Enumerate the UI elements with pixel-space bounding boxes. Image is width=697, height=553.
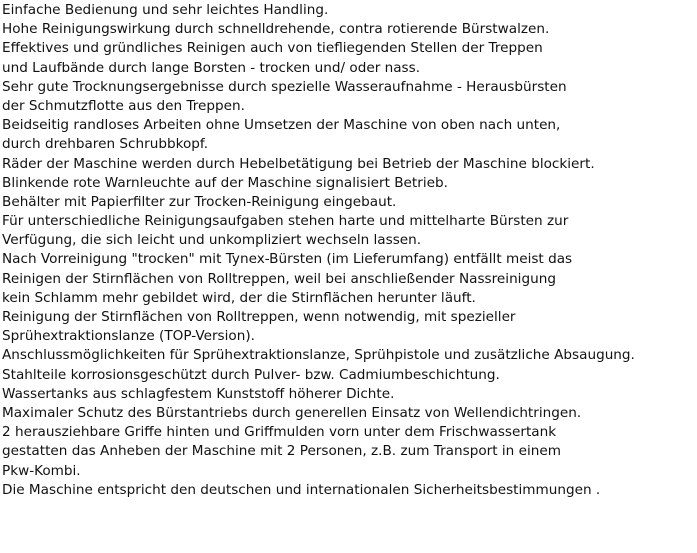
text-line-19: Anschlussmöglichkeiten für Sprühextraktionslanze, Sprühpistole und zusätzliche Absaugung. (2, 347, 635, 364)
text-line-13: Verfügung, die sich leicht und unkompliziert wechseln lassen. (2, 232, 422, 249)
text-line-10: Blinkende rote Warnleuchte auf der Maschine signalisiert Betrieb. (2, 174, 448, 191)
text-line-15: Reinigen der Stirnflächen von Rolltreppen, weil bei anschließender Nassreinigung (2, 270, 556, 287)
text-line-23: 2 herausziehbare Griffe hinten und Griffmulden vorn unter dem Frischwassertank (2, 424, 557, 441)
text-line-2: Hohe Reinigungswirkung durch schnelldrehende, contra rotierende Bürstwalzen. (2, 21, 550, 38)
text-line-4: und Laufbände durch lange Borsten - trocken und/ oder nass. (2, 59, 421, 76)
text-line-25: Pkw-Kombi. (2, 462, 81, 479)
text-line-3: Effektives und gründliches Reinigen auch von tiefliegenden Stellen der Treppen (2, 40, 543, 57)
text-line-5: Sehr gute Trocknungsergebnisse durch spezielle Wasseraufnahme - Herausbürsten (2, 78, 567, 95)
text-line-24: gestatten das Anheben der Maschine mit 2 Personen, z.B. zum Transport in einem (2, 443, 561, 460)
text-line-12: Für unterschiedliche Reinigungsaufgaben stehen harte und mittelharte Bürsten zur (2, 213, 569, 230)
text-line-14: Nach Vorreinigung "trocken" mit Tynex-Bürsten (im Lieferumfang) entfällt meist das (2, 251, 573, 268)
text-line-18: Sprühextraktionslanze (TOP-Version). (2, 328, 255, 345)
text-line-6: der Schmutzflotte aus den Treppen. (2, 97, 245, 114)
text-line-9: Räder der Maschine werden durch Hebelbetätigung bei Betrieb der Maschine blockiert. (2, 155, 595, 172)
text-line-20: Stahlteile korrosionsgeschützt durch Pulver- bzw. Cadmiumbeschichtung. (2, 366, 500, 383)
text-line-17: Reinigung der Stirnflächen von Rolltreppen, wenn notwendig, mit spezieller (2, 309, 516, 325)
text-line-21: Wassertanks aus schlagfestem Kunststoff höherer Dichte. (2, 385, 395, 402)
text-line-8: durch drehbaren Schrubbkopf. (2, 136, 209, 153)
text-line-7: Beidseitig randloses Arbeiten ohne Umsetzen der Maschine von oben nach unten, (2, 117, 561, 134)
product-feature-text (2, 1, 692, 500)
text-line-26: Die Maschine entspricht den deutschen und internationalen Sicherheitsbestimmungen . (2, 481, 601, 498)
text-line-1: Einfache Bedienung und sehr leichtes Handling. (2, 2, 329, 18)
text-line-16: kein Schlamm mehr gebildet wird, der die Stirnflächen herunter läuft. (2, 289, 476, 306)
text-line-11: Behälter mit Papierfilter zur Trocken-Reinigung eingebaut. (2, 193, 397, 210)
text-line-22: Maximaler Schutz des Bürstantriebs durch generellen Einsatz von Wellendichtringen. (2, 404, 582, 421)
